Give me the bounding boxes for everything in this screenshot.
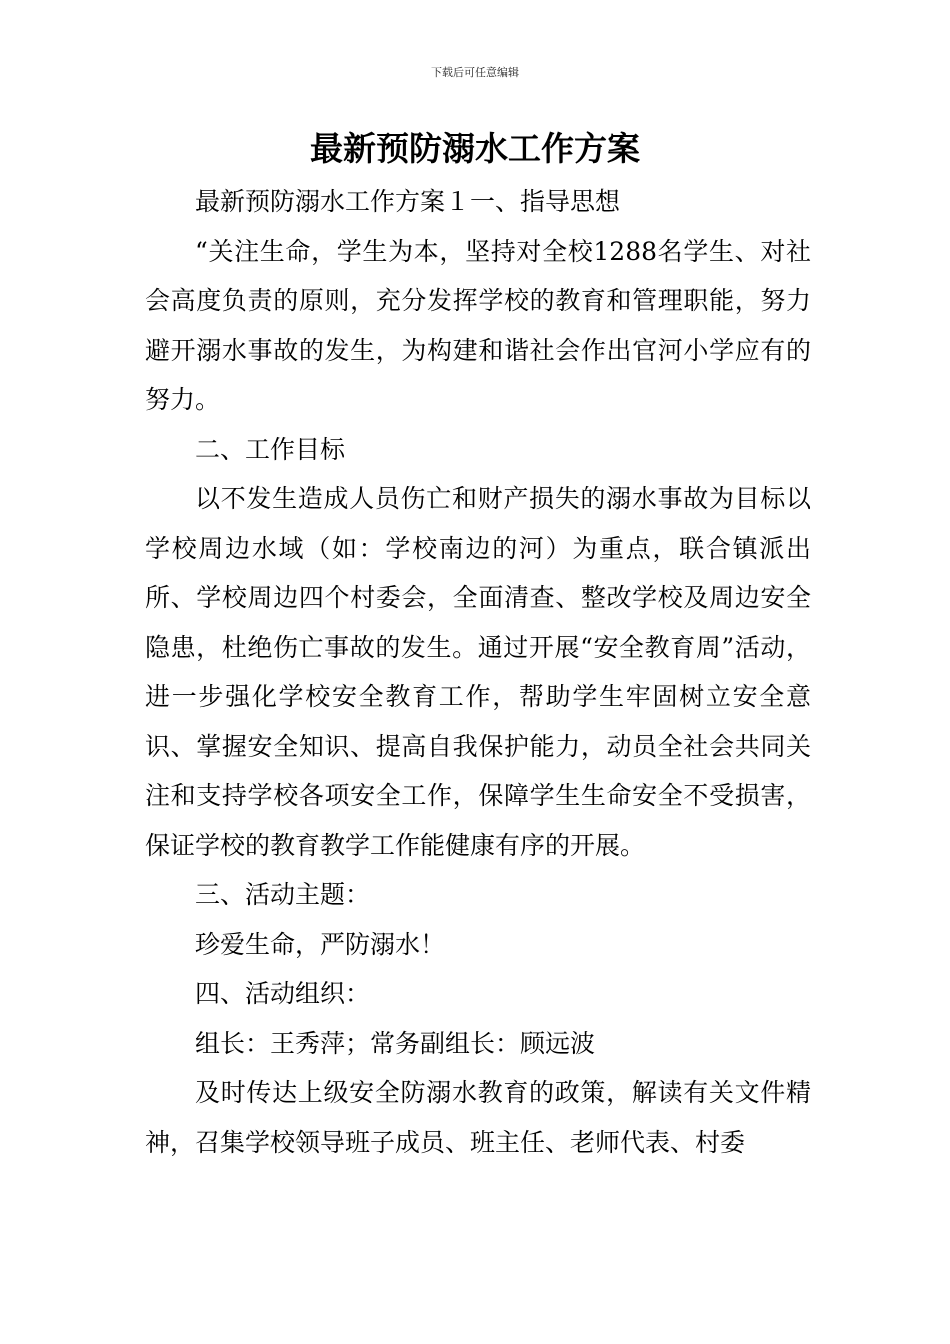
document-body <box>145 177 811 1167</box>
paragraph-guiding-ideology: “关注生命，学生为本，坚持对全校1288名学生、对社会高度负责的原则，充分发挥学校的教育和管理职能，努力避开溺水事故的发生，为构建和谐社会作出官河小学应有的努力。 <box>145 236 811 414</box>
paragraph-organization-heading: 四、活动组织： <box>195 979 371 1008</box>
paragraph-work-goal: 以不发生造成人员伤亡和财产损失的溺水事故为目标以学校周边水域（如：学校南边的河）为重点，联合镇派出所、学校周边四个村委会，全面清查、整改学校及周边安全隐患，杜绝伤亡事故的发生。通过开展“安全教育周”活动，进一步强化学校安全教育工作，帮助学生牢固树立安全意识、掌握安全知识、提高自我保护能力，动员全社会共同关注和支持学校各项安全工作，保障学生生命安全不受损害，保证学校的教育教学工作能健康有序的开展。 <box>145 484 811 860</box>
paragraph-work-goal-heading: 二、工作目标 <box>195 434 346 464</box>
header-note: 下载后可任意编辑 <box>431 66 519 79</box>
document-title: 最新预防溺水工作方案 <box>310 129 640 168</box>
paragraph-policy: 及时传达上级安全防溺水教育的政策，解读有关文件精神，召集学校领导班子成员、班主任、老师代表、村委 <box>145 1078 811 1157</box>
paragraph-leaders: 组长：王秀萍；常务副组长：顾远波 <box>195 1028 596 1058</box>
paragraph-intro-heading: 最新预防溺水工作方案１一、指导思想 <box>195 187 621 216</box>
paragraph-theme: 珍爱生命，严防溺水！ <box>195 929 446 959</box>
paragraph-theme-heading: 三、活动主题： <box>195 880 371 909</box>
